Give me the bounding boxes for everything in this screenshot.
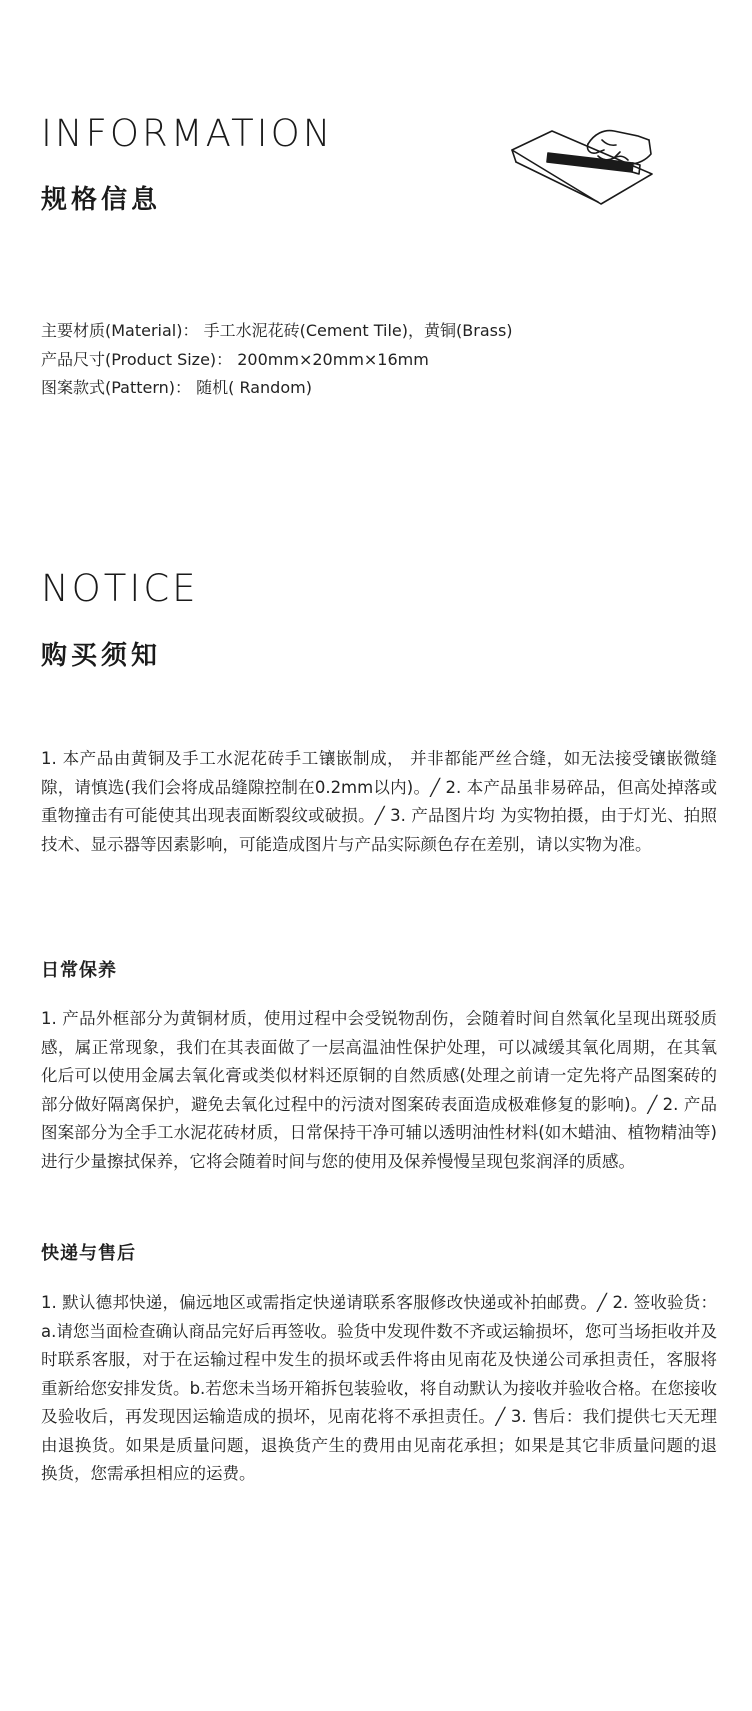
shipping-heading: 快递与售后 bbox=[41, 1243, 136, 1264]
notice-heading-en: NOTICE bbox=[41, 567, 199, 610]
spec-material: 主要材质(Material)： 手工水泥花砖(Cement Tile)，黄铜(Brass) bbox=[41, 321, 513, 340]
care-paragraph: 1. 产品外框部分为黄铜材质，使用过程中会受锐物刮伤，会随着时间自然氧化呈现出斑驳质感，属正常现象，我们在其表面做了一层高温油性保护处理，可以减缓其氧化周期，在其氧化后可以使用金属去氧化膏或类似材料还原铜的自然质感(处理之前请一定先将产品图案砖的部分做好隔离保护，避免去氧化过程中的污渍对图案砖表面造成极难修复的影响)。╱ 2. 产品图案部分为全手工水泥花砖材质，日常保持干净可辅以透明油性材料(如木蜡油、植物精油等)进行少量擦拭保养，它将会随着时间与您的使用及保养慢慢呈现包浆润泽的质感。 bbox=[41, 1009, 717, 1171]
information-heading-zh: 规格信息 bbox=[41, 185, 162, 215]
care-heading: 日常保养 bbox=[41, 960, 117, 981]
shipping-paragraph: 1. 默认德邦快递，偏远地区或需指定快递请联系客服修改快递或补拍邮费。╱ 2. 签收验货：a.请您当面检查确认商品完好后再签收。验货中发现件数不齐或运输损坏，您可当场拒收并及时联系客服，对于在运输过程中发生的损坏或丢件将由见南花及快递公司承担责任，客服将重新给您安排发货。b.若您未当场开箱拆包装验收，将自动默认为接收并验收合格。在您接收及验收后，再发现因运输造成的损坏，见南花将不承担责任。╱ 3. 售后：我们提供七天无理由退换货。如果是质量问题，退换货产生的费用由见南花承担；如果是其它非质量问题的退换货，您需承担相应的运费。 bbox=[41, 1293, 717, 1483]
information-heading-en: INFORMATION bbox=[41, 112, 334, 155]
notice-paragraph: 1. 本产品由黄铜及手工水泥花砖手工镶嵌制成， 并非都能严丝合缝，如无法接受镶嵌微缝隙，请慎选(我们会将成品缝隙控制在0.2mm以内)。╱ 2. 本产品虽非易碎品，但高处掉落或重物撞击有可能使其出现表面断裂纹或破损。╱ 3. 产品图片均 为实物拍摄，由于灯光、拍照技术、显示器等因素影响，可能造成图片与产品实际颜色存在差别，请以实物为准。 bbox=[41, 749, 717, 854]
spec-size: 产品尺寸(Product Size)： 200mm×20mm×16mm bbox=[41, 350, 429, 369]
spec-pattern: 图案款式(Pattern)： 随机( Random) bbox=[41, 378, 312, 397]
notice-heading-zh: 购买须知 bbox=[41, 641, 162, 671]
hand-holding-tile-icon bbox=[506, 120, 656, 206]
